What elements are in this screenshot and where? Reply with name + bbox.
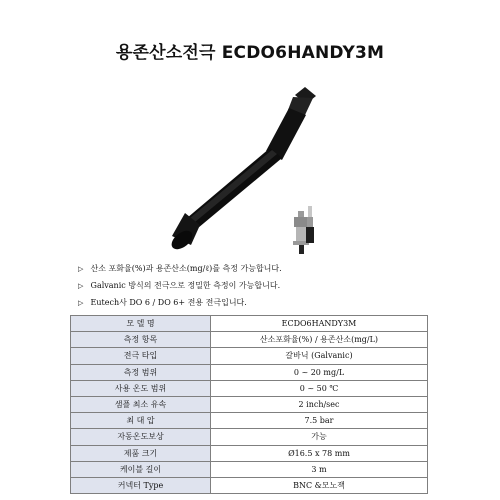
feature-item — [78, 262, 478, 279]
page-title: 용존산소전극 ECDO6HANDY3M — [115, 43, 385, 63]
table-row — [71, 429, 428, 445]
feature-text: Eutech사 DO 6 / DO 6+ 전용 전극입니다. — [90, 298, 247, 307]
table-row — [71, 348, 428, 364]
table-row — [71, 364, 428, 380]
table-row — [71, 413, 428, 429]
table-row — [71, 477, 428, 493]
spec-value: 0 ~ 20 mg/L — [211, 364, 428, 380]
spec-label: 측정 범위 — [71, 364, 211, 380]
triangle-icon: ▷ — [78, 299, 84, 307]
table-row — [71, 445, 428, 461]
spec-label: 샘플 최소 유속 — [71, 396, 211, 412]
spec-value: 가능 — [211, 429, 428, 445]
table-row — [71, 380, 428, 396]
spec-value: 0 ~ 50 ℃ — [211, 380, 428, 396]
spec-table — [70, 315, 428, 494]
spec-value: 2 inch/sec — [211, 396, 428, 412]
triangle-icon: ▷ — [78, 265, 84, 273]
spec-value: BNC &모노잭 — [211, 477, 428, 493]
feature-item — [78, 296, 478, 313]
spec-value: 갈바닉 (Galvanic) — [211, 348, 428, 364]
table-row — [71, 396, 428, 412]
spec-value: ECDO6HANDY3M — [211, 316, 428, 332]
spec-value: 7.5 bar — [211, 413, 428, 429]
table-row — [71, 461, 428, 477]
spec-value: 산소포화율(%) / 용존산소(mg/L) — [211, 332, 428, 348]
spec-label: 커넥터 Type — [71, 477, 211, 493]
feature-text: 산소 포화율(%)과 용존산소(mg/ℓ)를 측정 가능합니다. — [90, 264, 282, 273]
electrode-probe-image — [168, 87, 316, 253]
feature-item — [78, 279, 478, 296]
connector-image — [293, 206, 314, 254]
spec-label: 제품 크기 — [71, 445, 211, 461]
feature-list — [78, 262, 478, 313]
spec-label: 사용 온도 범위 — [71, 380, 211, 396]
spec-value: 3 m — [211, 461, 428, 477]
spec-label: 측정 항목 — [71, 332, 211, 348]
spec-value: Ø16.5 x 78 mm — [211, 445, 428, 461]
spec-label: 케이블 길이 — [71, 461, 211, 477]
feature-text: Galvanic 방식의 전극으로 정밀한 측정이 가능합니다. — [90, 281, 281, 290]
spec-label: 자동온도보상 — [71, 429, 211, 445]
spec-label: 전극 타입 — [71, 348, 211, 364]
triangle-icon: ▷ — [78, 282, 84, 290]
table-row — [71, 316, 428, 332]
spec-label: 최 대 압 — [71, 413, 211, 429]
spec-label: 모 델 명 — [71, 316, 211, 332]
table-row — [71, 332, 428, 348]
